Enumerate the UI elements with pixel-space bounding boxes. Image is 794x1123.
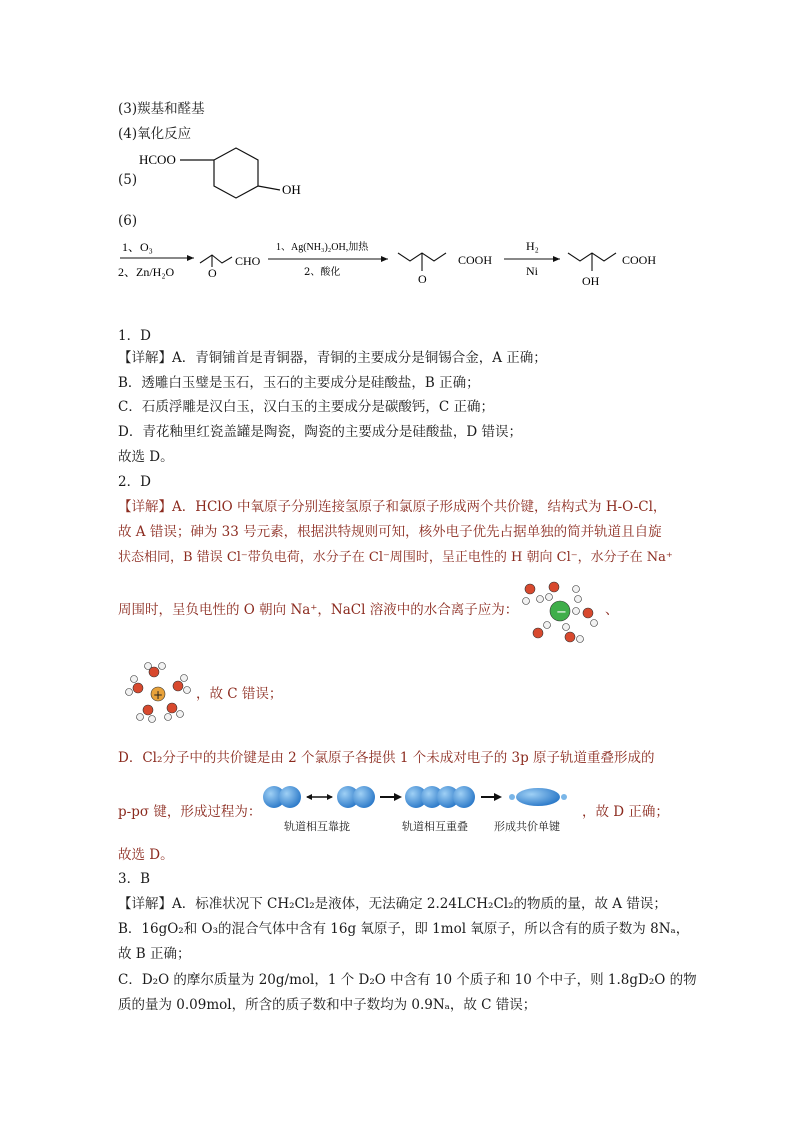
separator: 、 [605, 602, 619, 618]
q1-number: 1．D [118, 328, 151, 344]
q2-line: ，故 C 错误； [196, 686, 283, 702]
q2-line: D．Cl₂分子中的共价键是由 2 个氯原子各提供 1 个未成对电子的 3p 原子轨道重叠形成的 [118, 750, 655, 766]
step2-conditions: 2、酸化 [304, 267, 341, 278]
caption-bond: 形成共价单键 [494, 820, 560, 833]
q2-line: 【详解】A．HClO 中氧原子分别连接氢原子和氯原子形成两个共价键，结构式为 H-O-Cl， [118, 499, 667, 515]
step3-catalyst: Ni [526, 264, 538, 278]
q1-line: B．透雕白玉璧是玉石，玉石的主要成分是硅酸盐，B 正确； [118, 375, 480, 391]
q3-line: B．16gO₂和 O₃的混合气体中含有 16g 氧原子，即 1mol 氧原子，所以含有的质子数为 8Nₐ， [118, 921, 690, 937]
hcoo-label: HCOO [139, 152, 176, 167]
svg-text:COOH: COOH [458, 253, 493, 267]
answer-6-label: (6) [118, 213, 138, 229]
q1-line: 【详解】A．青铜铺首是青铜器，青铜的主要成分是铜锡合金，A 正确； [118, 350, 547, 366]
q3-line: C．D₂O 的摩尔质量为 20g/mol，1 个 D₂O 中含有 10 个质子和 10 个中子，则 1.8gD₂O 的物 [118, 972, 697, 988]
svg-text:OH: OH [582, 274, 600, 288]
q2-line: 状态相同，B 错误 Cl⁻带负电荷，水分子在 Cl⁻周围时，呈正电性的 H 朝向 Cl⁻，水分子在 Na⁺ [118, 550, 673, 565]
q3-line: 故 B 正确； [118, 946, 191, 962]
caption-approach: 轨道相互靠拢 [284, 820, 350, 833]
step3-reagent: H₂ [526, 239, 539, 253]
step1-conditions: 2、Zn/H₂O [118, 265, 175, 279]
orbital-overlap-diagram [262, 784, 582, 840]
q2-line: ，故 D 正确； [582, 804, 669, 820]
q3-number: 3．B [118, 871, 151, 887]
q1-line: 故选 D。 [118, 449, 174, 465]
answer-4: (4)氧化反应 [118, 126, 192, 142]
step1-reagent: 1、O₃ [122, 240, 153, 254]
synthesis-scheme [116, 233, 676, 293]
q2-line: 故 A 错误；砷为 33 号元素，根据洪特规则可知，核外电子优先占据单独的简并轨道且自旋 [118, 524, 662, 540]
svg-text:O: O [208, 266, 217, 280]
q2-line: 故选 D。 [118, 847, 174, 863]
q2-line: p-pσ 键，形成过程为： [118, 804, 262, 820]
oh-label: OH [282, 182, 301, 197]
q3-line: 质的量为 0.09mol，所含的质子数和中子数均为 0.9Nₐ，故 C 错误； [118, 997, 537, 1013]
step2-reagent: 1、Ag(NH₃)₂OH,加热 [276, 242, 369, 253]
ring [214, 148, 258, 198]
hydrated-chloride-ion [516, 577, 604, 645]
svg-text:CHO: CHO [235, 254, 261, 268]
cyclohexane-structure [136, 142, 336, 212]
minus-sign: − [556, 605, 567, 620]
q1-line: C．石质浮雕是汉白玉，汉白玉的主要成分是碳酸钙，C 正确； [118, 399, 494, 415]
svg-text:COOH: COOH [622, 253, 657, 267]
svg-text:O: O [418, 272, 427, 286]
q2-number: 2．D [118, 474, 151, 490]
hydrated-sodium-ion [124, 662, 192, 724]
q1-line: D．青花釉里红瓷盖罐是陶瓷，陶瓷的主要成分是硅酸盐，D 错误； [118, 424, 522, 440]
answer-5-label: (5) [118, 172, 138, 188]
q3-line: 【详解】A．标准状况下 CH₂Cl₂是液体，无法确定 2.24LCH₂Cl₂的物质的量，故 A 错误； [118, 896, 667, 912]
caption-overlap: 轨道相互重叠 [402, 820, 468, 833]
answer-3: (3)羰基和醛基 [118, 101, 205, 117]
plus-sign: + [153, 688, 164, 702]
q2-line: 周围时，呈负电性的 O 朝向 Na⁺，NaCl 溶液中的水合离子应为： [118, 602, 519, 618]
